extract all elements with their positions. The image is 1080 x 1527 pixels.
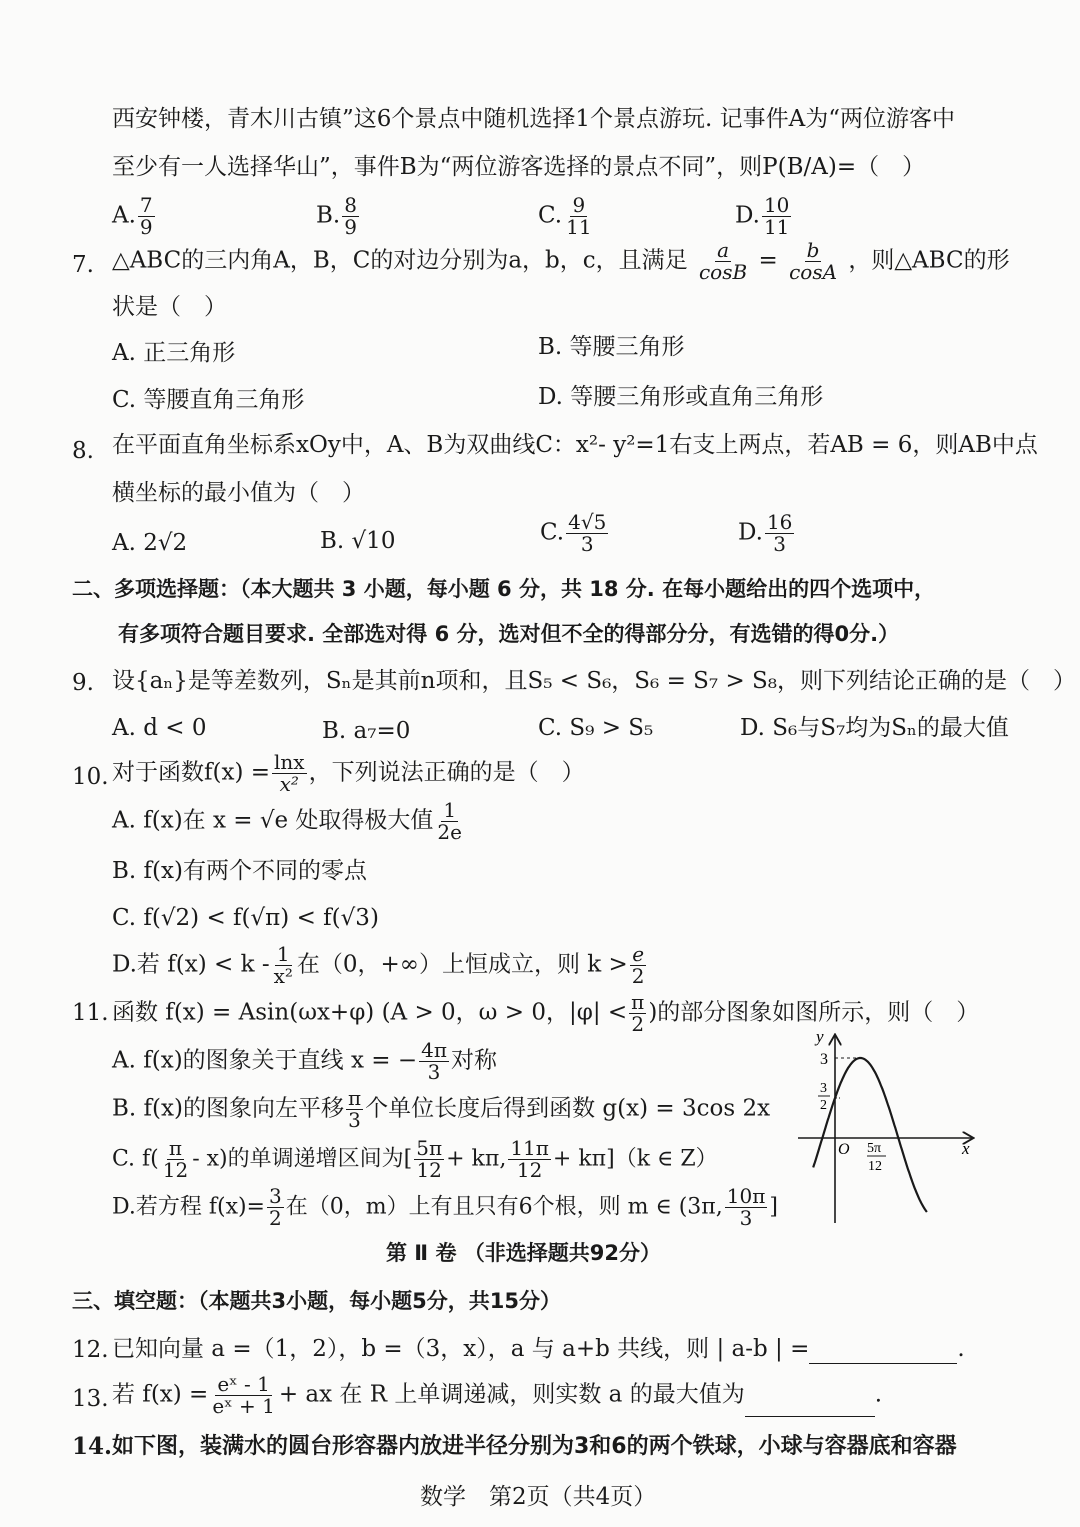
- y-half-den: 2: [820, 1098, 827, 1113]
- y-axis-label: y: [816, 1028, 824, 1046]
- q9-option-d: D. S₆与S₇均为Sₙ的最大值: [740, 715, 1009, 741]
- q7-number: 7.: [72, 252, 94, 278]
- q11-option-c: C. f( $\frac{\pi}{12}$ - x)的单调递增区间为[ $\frac{5\pi}{12}$ + kπ, $\frac{11\pi}{12}$ + kπ]（k ∈ Z）: [112, 1136, 718, 1182]
- y-max-label: 3: [820, 1051, 828, 1068]
- q12-number: 12.: [72, 1337, 109, 1363]
- q9-number: 9.: [72, 670, 94, 696]
- q13-line: 若 f(x) = $\frac{\text{eˣ - 1}}{\text{eˣ + 1}}$ + ax 在 R 上单调递减，则实数 a 的最大值为 .: [112, 1372, 883, 1418]
- q8-line1: 在平面直角坐标系xOy中，A、B为双曲线C：x²- y²=1右支上两点，若AB = 6，则AB中点: [112, 432, 1038, 458]
- q9-line1: 设{aₙ}是等差数列，Sₙ是其前n项和，且S₅ < S₆，S₆ = S₇ > S₈，则下列结论正确的是（ ）: [112, 668, 1077, 694]
- q6-option-d: D. $\frac{10}{11}$: [735, 193, 790, 239]
- origin-label: O: [838, 1141, 850, 1158]
- x-tick-den: 12: [868, 1159, 882, 1174]
- q8-option-a: A. 2√2: [112, 530, 188, 556]
- q6-line2: 至少有一人选择华山”，事件B为“两位游客选择的景点不同”，则P(B/A)=（ ）: [112, 154, 926, 180]
- q6-option-b: B. $\frac{8}{9}$: [316, 193, 357, 239]
- part-2-title: 第 Ⅱ 卷 （非选择题共92分）: [386, 1241, 661, 1265]
- q7-line2: 状是（ ）: [112, 294, 227, 320]
- q9-option-a: A. d < 0: [112, 715, 207, 741]
- q11-line1: 函数 f(x) = Asin(ωx+φ) (A > 0，ω > 0，|φ| < $\frac{\pi}{2}$ )的部分图象如图所示，则（ ）: [112, 990, 980, 1036]
- q14-line1: 如下图，装满水的圆台形容器内放进半径分别为3和6的两个铁球，小球与容器底和容器: [112, 1434, 957, 1459]
- q10-option-d: D.若 f(x) < k - $\frac{1}{\text{x²}}$ 在（0，+∞）上恒成立，则 k > $\frac{e}{2}$: [112, 942, 645, 988]
- q10-line1: 对于函数f(x) = $\frac{\ln x}{\text{x²}}$ ，下列说法正确的是（ ）: [112, 750, 585, 796]
- q11-number: 11.: [72, 1000, 109, 1026]
- q10-number: 10.: [72, 764, 109, 790]
- section-2-heading: 二、多项选择题：（本大题共 3 小题，每小题 6 分，共 18 分. 在每小题给出的四个选项中，: [72, 577, 936, 601]
- q7-option-a: A. 正三角形: [112, 340, 236, 366]
- q14-number: 14.: [72, 1433, 113, 1460]
- q9-option-b: B. a₇=0: [322, 718, 411, 744]
- page-footer: 数学 第2页（共4页）: [420, 1484, 657, 1510]
- sine-graph: [790, 1028, 985, 1228]
- q11-option-b: B. f(x)的图象向左平移 $\frac{\pi}{3}$ 个单位长度后得到函数 g(x) = 3cos 2x: [112, 1086, 771, 1132]
- q8-option-d: D. $\frac{16}{3}$: [738, 510, 793, 556]
- x-tick-num: 5π: [867, 1141, 882, 1156]
- q11-option-d: D.若方程 f(x)= $\frac{3}{2}$ 在（0，m）上有且只有6个根，则 m ∈ (3π, $\frac{10\pi}{3}$ ]: [112, 1184, 778, 1230]
- y-half-num: 3: [820, 1081, 827, 1096]
- q7-option-b: B. 等腰三角形: [538, 334, 685, 360]
- section-2-instructions: 有多项符合题目要求. 全部选对得 6 分，选对但不全的得部分分，有选错的得0分.）: [118, 622, 900, 646]
- q6-line1: 西安钟楼，青木川古镇”这6个景点中随机选择1个景点游玩. 记事件A为“两位游客中: [112, 106, 956, 132]
- q10-option-b: B. f(x)有两个不同的零点: [112, 858, 367, 884]
- q10-option-a: A. f(x)在 x = √e 处取得极大值 $\frac{1}{2e}$: [112, 798, 462, 844]
- q7-option-c: C. 等腰直角三角形: [112, 387, 305, 413]
- q6-option-c: C. $\frac{9}{11}$: [538, 193, 592, 239]
- q7-line1: △ABC的三内角A，B，C的对边分别为a，b，c，且满足 $\frac{a}{\cos B}$ = $\frac{b}{\cos A}$ ，则△ABC的形: [112, 238, 1010, 284]
- q13-answer-blank[interactable]: [745, 1394, 875, 1417]
- q8-option-c: C. $\frac{4√5}{3}$: [540, 510, 607, 556]
- x-axis-label: x: [962, 1139, 970, 1158]
- q8-number: 8.: [72, 438, 94, 464]
- q8-option-b: B. √10: [320, 528, 396, 554]
- q12-answer-blank[interactable]: [809, 1341, 957, 1364]
- q10-option-c: C. f(√2) < f(√π) < f(√3): [112, 905, 379, 931]
- q6-option-a: A. $\frac{7}{9}$: [112, 193, 153, 239]
- q11-option-a: A. f(x)的图象关于直线 x = − $\frac{4\pi}{3}$ 对称: [112, 1038, 497, 1084]
- section-3-heading: 三、填空题：（本题共3小题，每小题5分，共15分）: [72, 1289, 561, 1313]
- q8-line2: 横坐标的最小值为（ ）: [112, 480, 365, 506]
- q7-option-d: D. 等腰三角形或直角三角形: [538, 384, 824, 410]
- sine-curve: [813, 1058, 927, 1212]
- q13-number: 13.: [72, 1386, 109, 1412]
- q12-line: 已知向量 a =（1，2），b =（3，x），a 与 a+b 共线，则 | a-b | = .: [112, 1336, 965, 1362]
- q9-option-c: C. S₉ > S₅: [538, 715, 654, 741]
